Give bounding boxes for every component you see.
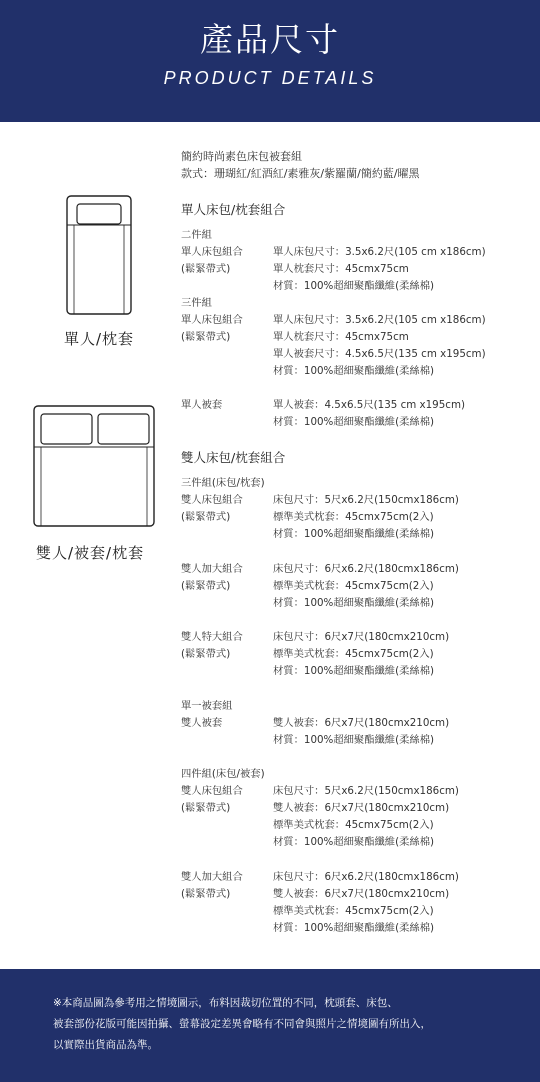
spec-line: 雙人被套：6尺x7尺(180cmx210cm) [273, 717, 450, 729]
group-label: 二件組 [181, 229, 212, 241]
spec-line: 單人枕套尺寸：45cmx75cm [273, 331, 409, 343]
spec-line: 單人被套尺寸：4.5x6.5尺(135 cm x195cm) [273, 348, 486, 360]
set-name: 單人床包組合 [181, 246, 243, 258]
set-sub: (鬆緊帶式) [181, 263, 231, 275]
spec-line: 單人枕套尺寸：45cmx75cm [273, 263, 409, 275]
spec-line: 床包尺寸：6尺x6.2尺(180cmx186cm) [273, 563, 459, 575]
spec-line: 材質：100%超細聚酯纖維(柔絲棉) [273, 836, 435, 848]
spec-line: 材質：100%超細聚酯纖維(柔絲棉) [273, 280, 435, 292]
header-banner [0, 0, 540, 122]
disclaimer-line: 被套部份花版可能因拍攝、螢幕設定差異會略有不同會與照片之情境圖有所出入， [53, 1018, 431, 1030]
single-bed-icon [66, 195, 132, 315]
spec-line: 標準美式枕套：45cmx75cm(2入) [273, 819, 434, 831]
spec-line: 材質：100%超細聚酯纖維(柔絲棉) [273, 597, 435, 609]
group-label: 四件組(床包/被套) [181, 768, 265, 780]
set-name: 雙人加大組合 [181, 563, 243, 575]
double-bed-icon [33, 405, 155, 527]
spec-line: 材質：100%超細聚酯纖維(柔絲棉) [273, 922, 435, 934]
double-section-title: 雙人床包/枕套組合 [181, 450, 286, 465]
spec-line: 材質：100%超細聚酯纖維(柔絲棉) [273, 416, 435, 428]
set-name: 雙人特大組合 [181, 631, 243, 643]
set-sub: (鬆緊帶式) [181, 802, 231, 814]
page-title: 產品尺寸 [200, 20, 340, 59]
spec-line: 床包尺寸：6尺x7尺(180cmx210cm) [273, 631, 450, 643]
spec-line: 單人被套：4.5x6.5尺(135 cm x195cm) [273, 399, 465, 411]
spec-line: 材質：100%超細聚酯纖維(柔絲棉) [273, 734, 435, 746]
spec-line: 標準美式枕套：45cmx75cm(2入) [273, 580, 434, 592]
set-name: 雙人加大組合 [181, 871, 243, 883]
spec-line: 單人床包尺寸：3.5x6.2尺(105 cm x186cm) [273, 314, 486, 326]
spec-line: 床包尺寸：6尺x6.2尺(180cmx186cm) [273, 871, 459, 883]
group-label: 三件組(床包/枕套) [181, 477, 265, 489]
group-label: 三件組 [181, 297, 212, 309]
set-name: 單人床包組合 [181, 314, 243, 326]
set-sub: (鬆緊帶式) [181, 888, 231, 900]
disclaimer-line: ※本商品圖為參考用之情境圖示，布料因裁切位置的不同，枕頭套、床包、 [53, 997, 398, 1009]
spec-line: 材質：100%超細聚酯纖維(柔絲棉) [273, 665, 435, 677]
disclaimer-line: 以實際出貨商品為準。 [53, 1039, 158, 1051]
spec-line: 標準美式枕套：45cmx75cm(2入) [273, 648, 434, 660]
spec-line: 雙人被套：6尺x7尺(180cmx210cm) [273, 802, 450, 814]
set-sub: (鬆緊帶式) [181, 511, 231, 523]
spec-line: 單人床包尺寸：3.5x6.2尺(105 cm x186cm) [273, 246, 486, 258]
page-subtitle: PRODUCT DETAILS [163, 68, 377, 88]
group-label: 單一被套組 [181, 700, 233, 712]
set-name: 雙人被套 [181, 717, 223, 729]
set-sub: (鬆緊帶式) [181, 331, 231, 343]
product-styles: 款式：珊瑚紅/紅酒紅/素雅灰/紫羅蘭/簡約藍/曜黑 [181, 167, 420, 180]
set-name: 雙人床包組合 [181, 494, 243, 506]
spec-line: 標準美式枕套：45cmx75cm(2入) [273, 905, 434, 917]
spec-line: 材質：100%超細聚酯纖維(柔絲棉) [273, 365, 435, 377]
set-name: 雙人床包組合 [181, 785, 243, 797]
set-name: 單人被套 [181, 399, 223, 411]
set-sub: (鬆緊帶式) [181, 580, 231, 592]
single-side-label: 單人/枕套 [64, 330, 135, 348]
footer-disclaimer [0, 969, 540, 1082]
double-side-label: 雙人/被套/枕套 [36, 544, 145, 562]
set-sub: (鬆緊帶式) [181, 648, 231, 660]
spec-line: 床包尺寸：5尺x6.2尺(150cmx186cm) [273, 785, 459, 797]
product-name: 簡約時尚素色床包被套組 [181, 150, 302, 163]
spec-line: 床包尺寸：5尺x6.2尺(150cmx186cm) [273, 494, 459, 506]
spec-line: 雙人被套：6尺x7尺(180cmx210cm) [273, 888, 450, 900]
spec-line: 材質：100%超細聚酯纖維(柔絲棉) [273, 528, 435, 540]
single-section-title: 單人床包/枕套組合 [181, 202, 286, 217]
spec-line: 標準美式枕套：45cmx75cm(2入) [273, 511, 434, 523]
